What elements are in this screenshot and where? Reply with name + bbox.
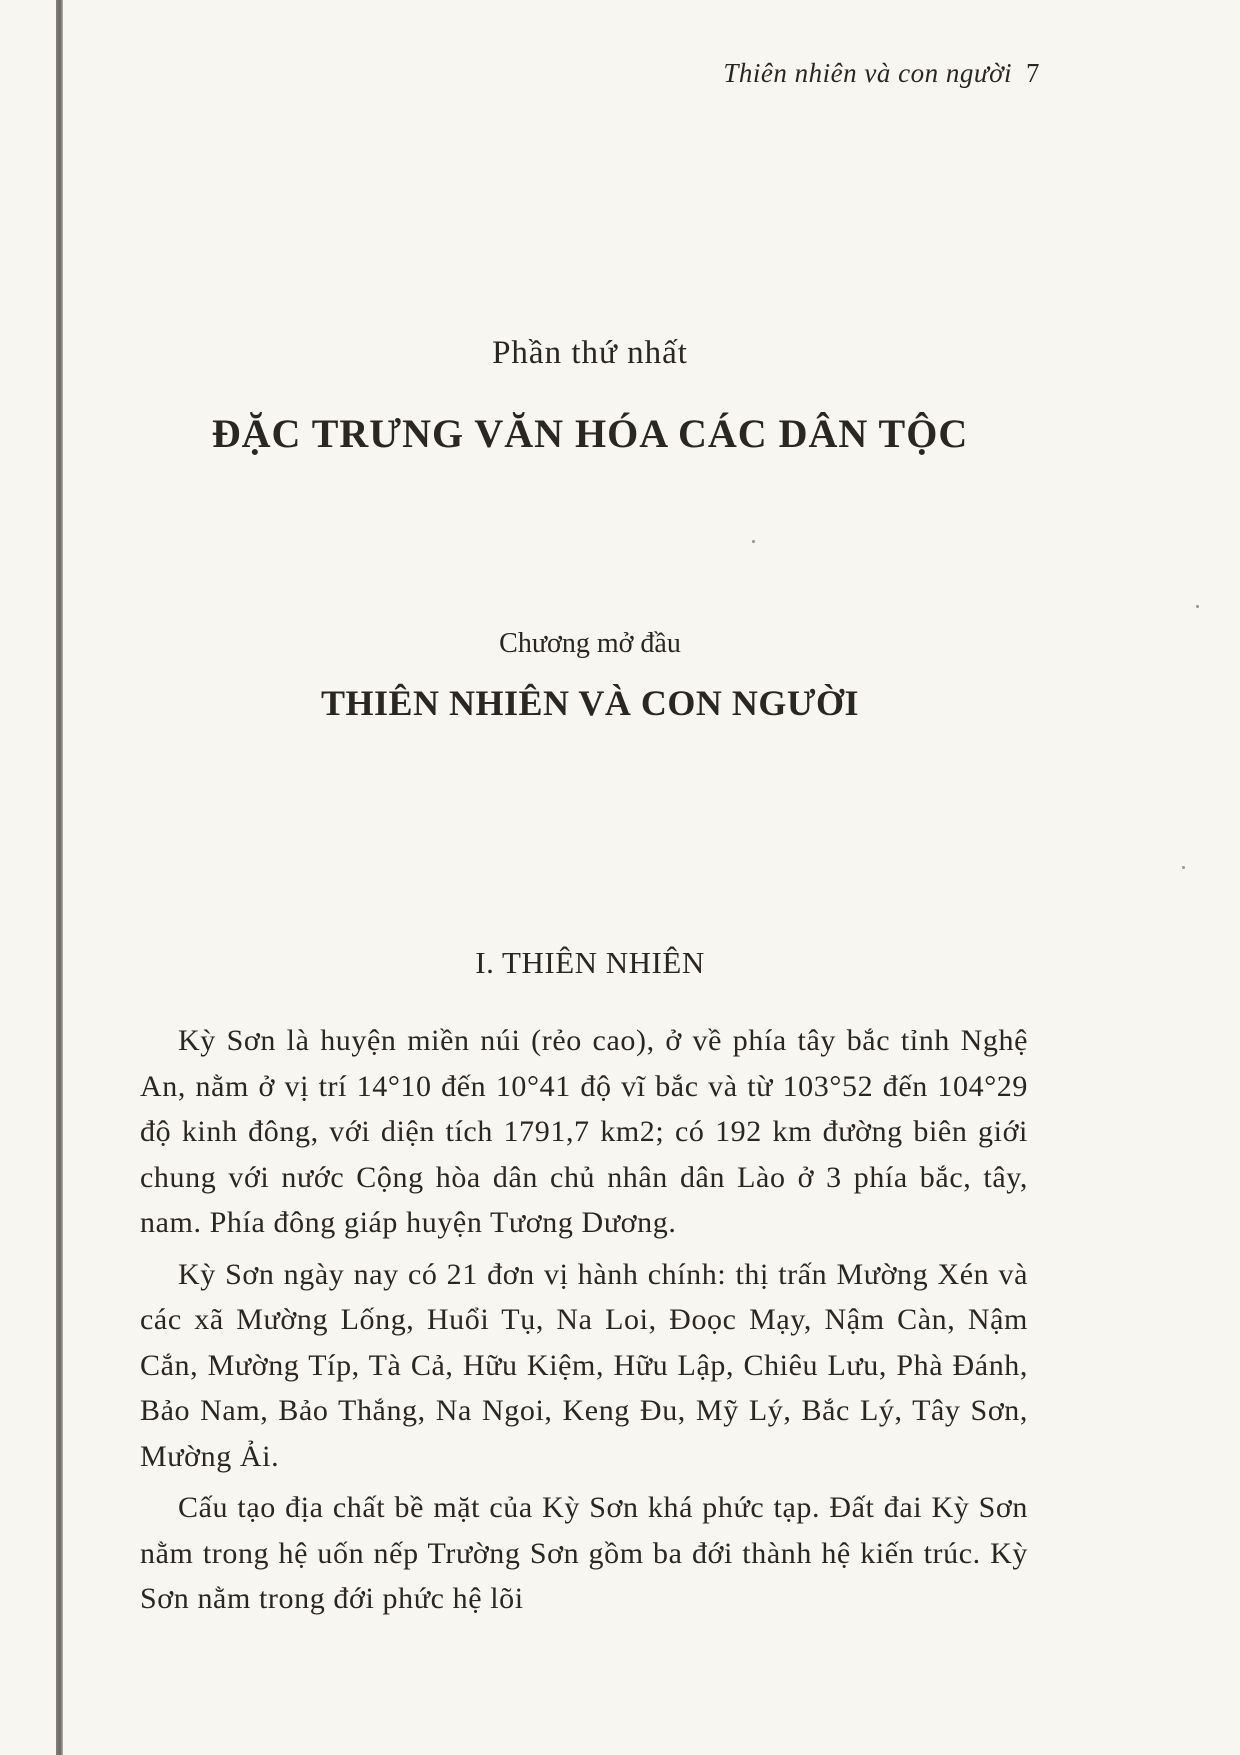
part-title: ĐẶC TRƯNG VĂN HÓA CÁC DÂN TỘC bbox=[211, 411, 969, 456]
scan-speck bbox=[752, 540, 755, 543]
part-label: Phần thứ nhất bbox=[492, 335, 688, 371]
section-heading: I. THIÊN NHIÊN bbox=[475, 945, 705, 980]
chapter-title: THIÊN NHIÊN VÀ CON NGƯỜI bbox=[320, 683, 860, 723]
paragraph: Cấu tạo địa chất bề mặt của Kỳ Sơn khá phức tạp. Đất đai Kỳ Sơn nằm trong hệ uốn nếp Trường Sơn gồm ba đới thành hệ kiến trúc. Kỳ Sơn nằm trong đới phức hệ lõi bbox=[140, 1491, 1028, 1615]
page-binding-edge bbox=[56, 0, 63, 1755]
paragraph: Kỳ Sơn ngày nay có 21 đơn vị hành chính: thị trấn Mường Xén và các xã Mường Lống, Huổi Tụ, Na Loi, Đoọc Mạy, Nậm Càn, Nậm Cắn, Mường Típ, Tà Cả, Hữu Kiệm, Hữu Lập, Chiêu Lưu, Phà Đánh, Bảo Nam, Bảo Thắng, Na Ngoi, Keng Đu, Mỹ Lý, Bắc Lý, Tây Sơn, Mường Ải. bbox=[140, 1257, 1028, 1473]
page-number: 7 bbox=[1026, 58, 1040, 88]
body-text bbox=[140, 1018, 1028, 1628]
scan-speck bbox=[1196, 605, 1199, 608]
paragraph: Kỳ Sơn là huyện miền núi (rẻo cao), ở về phía tây bắc tỉnh Nghệ An, nằm ở vị trí 14°10 đến 10°41 độ vĩ bắc và từ 103°52 đến 104°29 độ kinh đông, với diện tích 1791,7 km2; có 192 km đường biên giới chung với nước Cộng hòa dân chủ nhân dân Lào ở 3 phía bắc, tây, nam. Phía đông giáp huyện Tương Dương. bbox=[140, 1024, 1028, 1239]
running-header bbox=[723, 58, 1040, 89]
scan-speck bbox=[1182, 866, 1185, 869]
chapter-label: Chương mở đầu bbox=[499, 628, 681, 659]
running-header-title: Thiên nhiên và con người bbox=[723, 58, 1012, 88]
